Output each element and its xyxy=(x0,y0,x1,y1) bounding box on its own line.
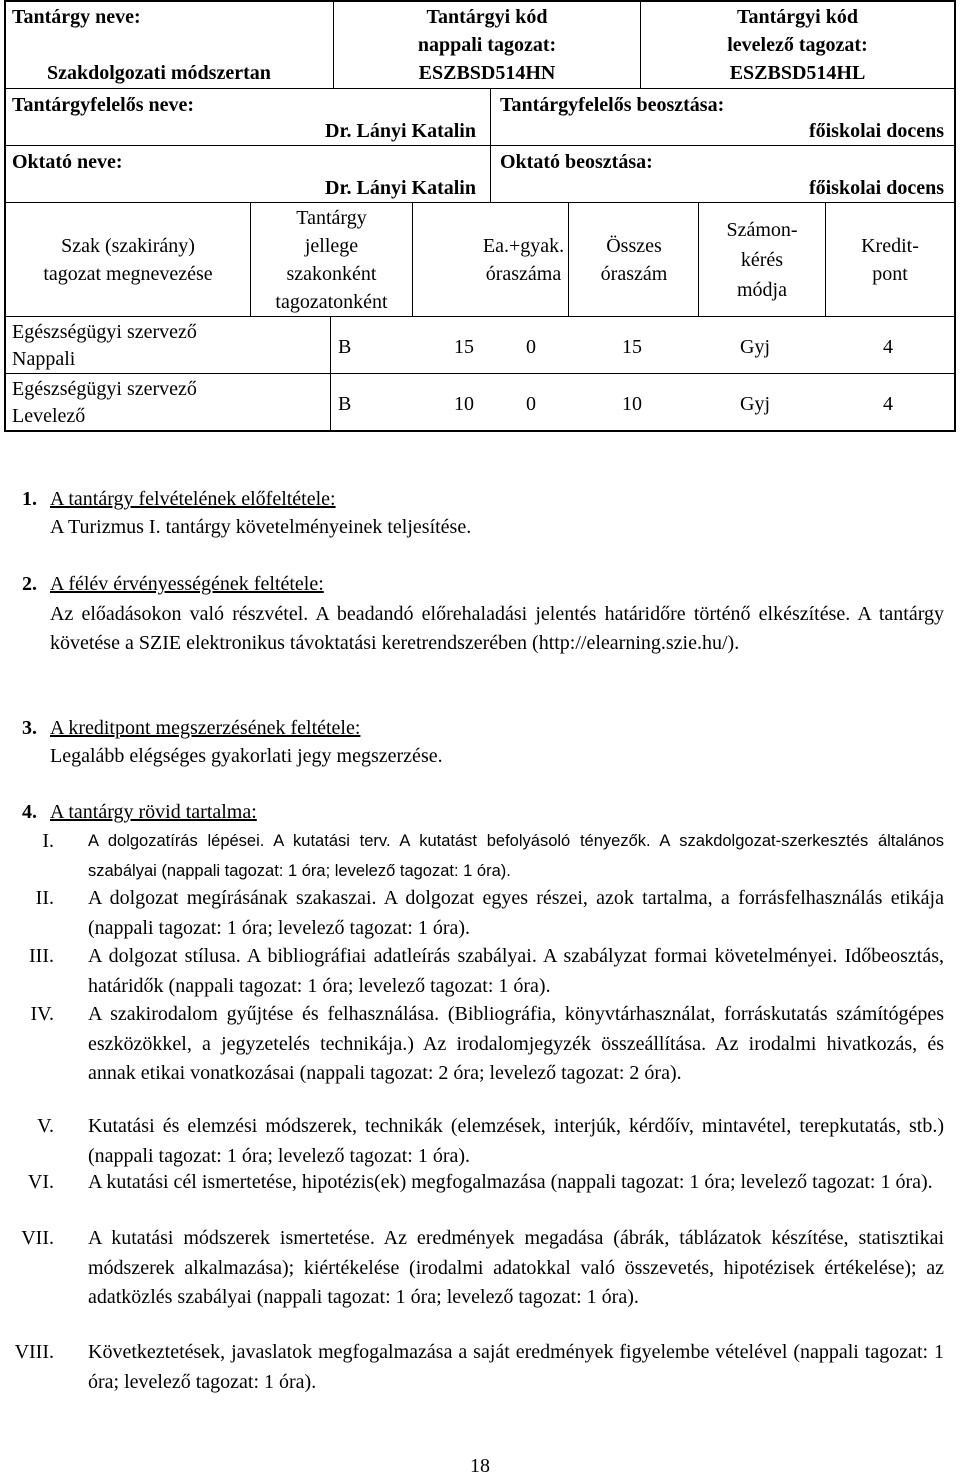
section-number: 2. xyxy=(22,573,37,595)
code-corr-label-2: levelező tagozat: xyxy=(727,34,868,56)
section-text: A Turizmus I. tantárgy követelményeinek teljesítése. xyxy=(50,516,472,538)
credit: 4 xyxy=(883,393,893,415)
program-mode: Levelező xyxy=(12,405,86,427)
col-type-2: jellege xyxy=(304,235,359,257)
section-title: A kreditpont megszerzésének feltétele: xyxy=(50,717,361,739)
col-exam-2: kérés xyxy=(740,249,784,271)
col-program-2: tagozat megnevezése xyxy=(43,263,213,285)
col-total: Összes xyxy=(606,235,662,257)
section-number: 4. xyxy=(22,801,37,823)
course-name: Szakdolgozati módszertan xyxy=(47,62,271,84)
lecture-hours: 15 xyxy=(454,336,474,358)
program-name: Egészségügyi szervező xyxy=(12,321,197,343)
col-exam-3: módja xyxy=(737,279,787,301)
item-number: III. xyxy=(29,945,54,967)
col-total-2: óraszám xyxy=(600,263,668,285)
col-credit-2: pont xyxy=(872,263,908,285)
lecture-hours: 10 xyxy=(454,393,474,415)
program-mode: Nappali xyxy=(12,348,76,370)
responsible-position-label: Tantárgyfelelős beosztása: xyxy=(500,94,725,116)
col-hours-2: óraszáma xyxy=(485,263,562,285)
col-type-3: szakonként xyxy=(286,263,377,285)
item-number: VIII. xyxy=(14,1341,54,1363)
item-text: A dolgozat stílusa. A bibliográfiai adatleírás szabályai. A szabályzat formai követelményei. Időbeosztás, határidők (nappali tagozat: 1 óra; levelező tagozat: 1 óra). xyxy=(88,945,944,997)
teacher-position: főiskolai docens xyxy=(808,177,944,199)
item-text: A dolgozat megírásának szakaszai. A dolgozat egyes részei, azok tartalma, a forrásfelhasználás etikája (nappali tagozat: 1 óra; levelező tagozat: 1 óra). xyxy=(88,887,944,939)
course-name-label: Tantárgy neve: xyxy=(12,6,141,28)
exam-type: Gyj xyxy=(740,393,770,415)
section-text: Legalább elégséges gyakorlati jegy megszerzése. xyxy=(50,745,443,767)
teacher-label: Oktató neve: xyxy=(12,151,123,173)
item-text: Következtetések, javaslatok megfogalmazása a saját eredmények figyelembe vételével (nappali tagozat: 1 óra; levelező tagozat: 1 óra). xyxy=(88,1341,944,1393)
col-type-4: tagozatonként xyxy=(275,291,388,313)
exam-type: Gyj xyxy=(740,336,770,358)
responsible-label: Tantárgyfelelős neve: xyxy=(12,94,195,116)
total-hours: 15 xyxy=(622,336,642,358)
section-number: 3. xyxy=(22,717,37,739)
course-type: B xyxy=(338,393,352,415)
section-title: A félév érvényességének feltétele: xyxy=(50,573,324,595)
item-number: V. xyxy=(37,1115,54,1137)
code-day: ESZBSD514HN xyxy=(418,62,556,84)
practice-hours: 0 xyxy=(526,393,536,415)
section-text: Az előadásokon való részvétel. A beadandó előrehaladási jelentés határidőre történő elkészítése. A tantárgy követése a SZIE elektronikus távoktatási keretrendszerében (http://elearning.szie.hu/). xyxy=(50,603,944,654)
code-day-label-2: nappali tagozat: xyxy=(417,34,557,56)
col-exam: Számon- xyxy=(726,219,798,241)
teacher-position-label: Oktató beosztása: xyxy=(500,151,653,173)
col-credit: Kredit- xyxy=(861,235,919,257)
section-title: A tantárgy rövid tartalma: xyxy=(50,801,257,823)
code-corr: ESZBSD514HL xyxy=(729,62,866,84)
item-number: I. xyxy=(42,830,54,852)
code-day-label: Tantárgyi kód xyxy=(426,6,548,28)
item-text: A kutatási cél ismertetése, hipotézis(ek) megfogalmazása (nappali tagozat: 1 óra; levelező tagozat: 1 óra). xyxy=(88,1171,933,1193)
page-number: 18 xyxy=(470,1455,490,1477)
col-program: Szak (szakirány) xyxy=(61,235,195,257)
course-type: B xyxy=(338,336,352,358)
item-text: A dolgozatírás lépései. A kutatási terv. A kutatást befolyásoló tényezők. A szakdolgozat-szerkesztés általános szabályai (nappali tagozat: 1 óra; levelező tagozat: 1 óra). xyxy=(88,832,944,880)
responsible-name: Dr. Lányi Katalin xyxy=(325,120,476,142)
code-corr-label: Tantárgyi kód xyxy=(737,6,858,28)
item-number: VII. xyxy=(21,1227,54,1249)
col-type: Tantárgy xyxy=(296,207,367,229)
item-number: II. xyxy=(35,887,54,909)
item-number: VI. xyxy=(27,1171,54,1193)
section-title: A tantárgy felvételének előfeltétele: xyxy=(50,488,336,510)
total-hours: 10 xyxy=(622,393,642,415)
responsible-position: főiskolai docens xyxy=(808,120,944,142)
program-name: Egészségügyi szervező xyxy=(12,378,197,400)
section-number: 1. xyxy=(22,488,37,510)
item-text: Kutatási és elemzési módszerek, technikák (elemzések, interjúk, kérdőív, mintavétel, terepkutatás, stb.) (nappali tagozat: 1 óra; levelező tagozat: 1 óra). xyxy=(88,1115,944,1167)
item-number: IV. xyxy=(30,1003,54,1025)
teacher-name: Dr. Lányi Katalin xyxy=(325,177,476,199)
item-text: A szakirodalom gyűjtése és felhasználása. (Bibliográfia, könyvtárhasználat, forráskutatás számítógépes eszközökkel, a jegyzetelés technikája.) Az irodalomjegyzék összeállítása. Az irodalmi hivatkozás, és annak etikai vonatkozásai (nappali tagozat: 2 óra; levelező tagozat: 2 óra). xyxy=(88,1003,944,1084)
col-hours: Ea.+gyak. xyxy=(482,235,565,257)
credit: 4 xyxy=(883,336,893,358)
item-text: A kutatási módszerek ismertetése. Az eredmények megadása (ábrák, táblázatok készítése, statisztikai módszerek alkalmazása); kiértékelése (irodalmi adatokkal való összevetés, hipotézisek értékelése); az adatközlés szabályai (nappali tagozat: 1 óra; levelező tagozat: 1 óra). xyxy=(88,1227,944,1308)
practice-hours: 0 xyxy=(526,336,536,358)
